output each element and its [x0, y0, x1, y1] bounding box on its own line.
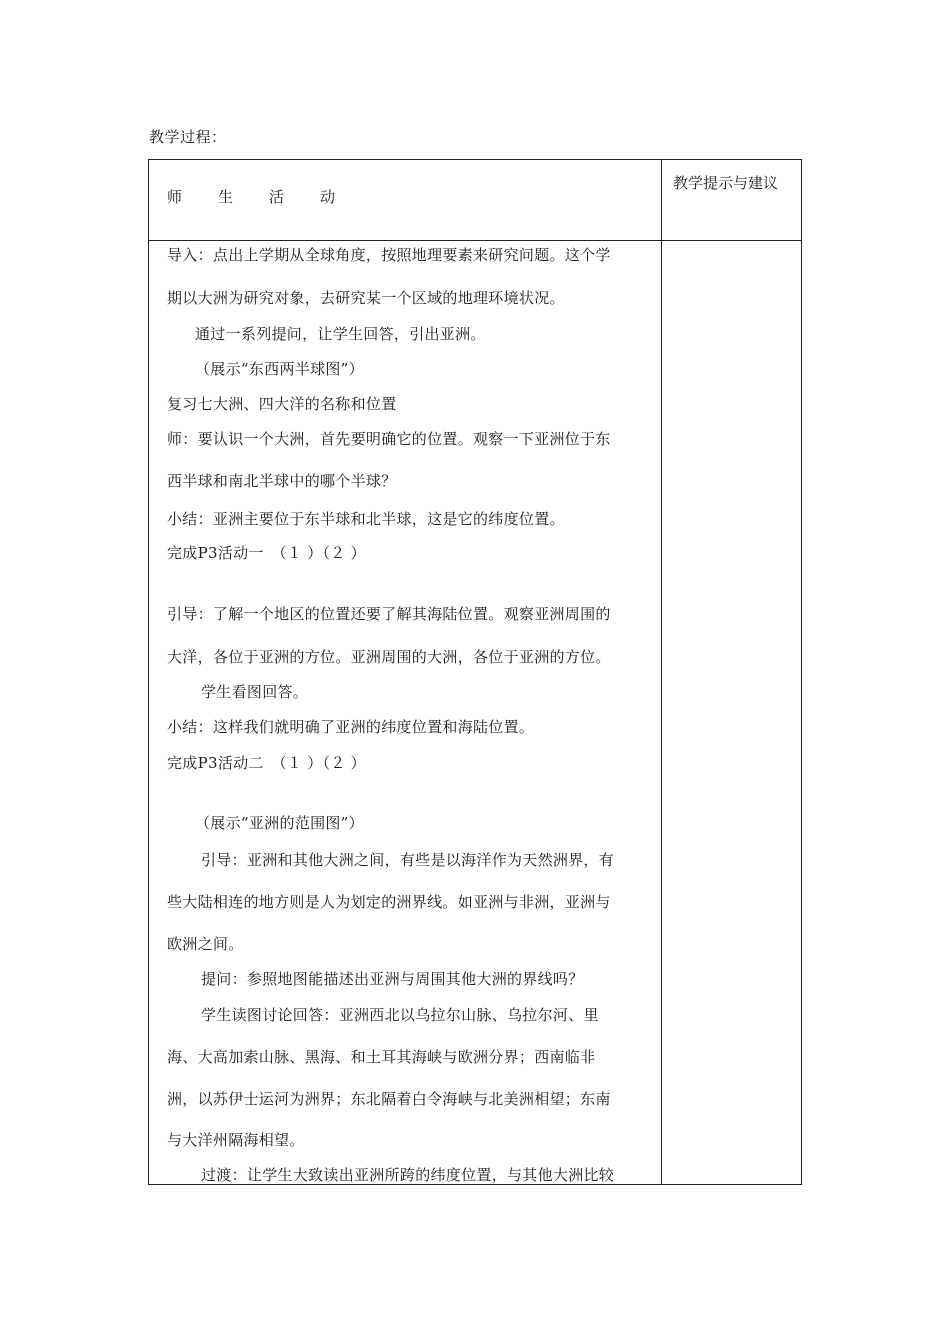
text-line: 洲，以苏伊士运河为洲界；东北隔着白令海峡与北美洲相望；东南 — [167, 1090, 611, 1108]
header-activities — [167, 186, 335, 207]
text-line: （展示“亚洲的范围图”） — [195, 814, 364, 832]
text-line: 提问：参照地图能描述出亚洲与周围其他大洲的界线吗？ — [201, 970, 584, 988]
text-line: 学生看图回答。 — [201, 683, 309, 701]
text-line: 师：要认识一个大洲，首先要明确它的位置。观察一下亚洲位于东 — [167, 430, 611, 448]
text-line: 期以大洲为研究对象，去研究某一个区域的地理环境状况。 — [167, 289, 565, 307]
doc-title: 教学过程： — [149, 128, 227, 146]
header-char: 活 — [269, 188, 285, 206]
text-line: （展示“东西两半球图”） — [195, 360, 364, 378]
text-line: 通过一系列提问，让学生回答，引出亚洲。 — [195, 325, 486, 343]
text-line: 引导：亚洲和其他大洲之间，有些是以海洋作为天然洲界，有 — [201, 851, 615, 869]
text-line: 小结：这样我们就明确了亚洲的纬度位置和海陆位置。 — [167, 718, 535, 736]
header-divider — [149, 240, 801, 241]
text-line: 完成P3活动一 （１ ）（２ ） — [167, 544, 366, 562]
text-line: 学生读图讨论回答：亚洲西北以乌拉尔山脉、乌拉尔河、里 — [201, 1006, 599, 1024]
text-line: 完成P3活动二 （１ ）（２ ） — [167, 754, 366, 772]
text-line: 与大洋州隔海相望。 — [167, 1131, 305, 1149]
text-line: 复习七大洲、四大洋的名称和位置 — [167, 395, 397, 413]
header-tips: 教学提示与建议 — [673, 174, 779, 192]
text-line: 些大陆相连的地方则是人为划定的洲界线。如亚洲与非洲，亚洲与 — [167, 893, 611, 911]
header-char: 动 — [320, 188, 336, 206]
text-line: 大洋，各位于亚洲的方位。亚洲周围的大洲，各位于亚洲的方位。 — [167, 648, 611, 666]
text-line: 小结：亚洲主要位于东半球和北半球，这是它的纬度位置。 — [167, 510, 565, 528]
text-line: 引导：了解一个地区的位置还要了解其海陆位置。观察亚洲周围的 — [167, 605, 611, 623]
lesson-table — [148, 159, 802, 1185]
text-line: 过渡：让学生大致读出亚洲所跨的纬度位置，与其他大洲比较 — [201, 1166, 615, 1184]
text-line: 导入：点出上学期从全球角度，按照地理要素来研究问题。这个学 — [167, 246, 611, 264]
text-line: 西半球和南北半球中的哪个半球？ — [167, 472, 397, 490]
header-char: 师 — [167, 188, 183, 206]
header-char: 生 — [218, 188, 234, 206]
text-line: 海、大高加索山脉、黑海、和土耳其海峡与欧洲分界；西南临非 — [167, 1048, 596, 1066]
text-line: 欧洲之间。 — [167, 935, 244, 953]
column-divider — [661, 160, 662, 1184]
